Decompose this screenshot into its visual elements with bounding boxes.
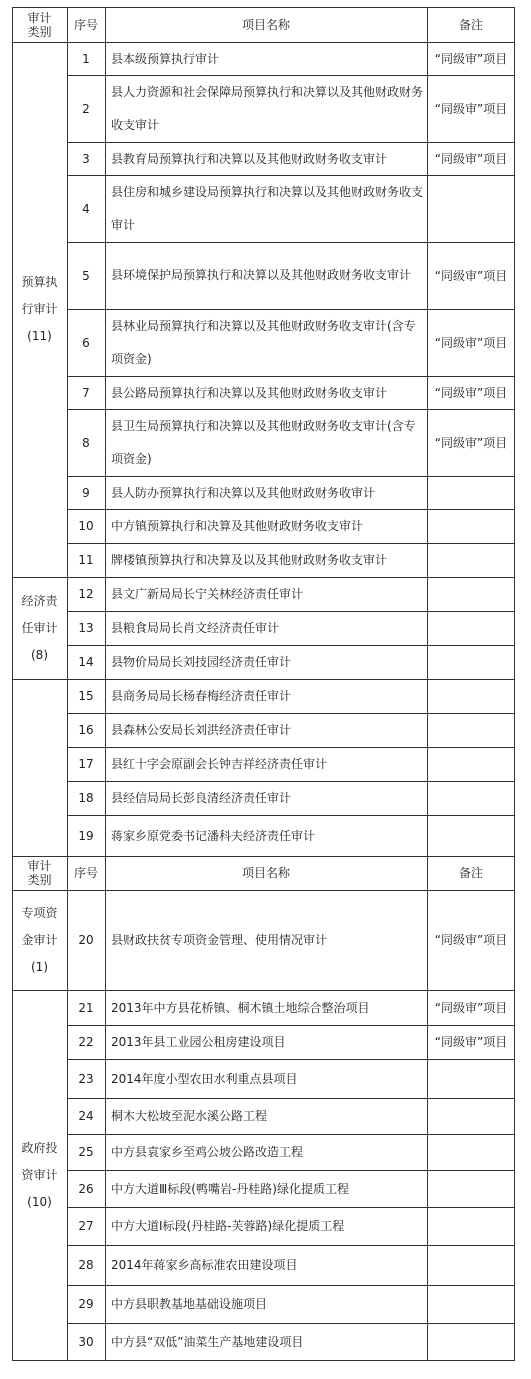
category-count: (1) <box>31 959 48 974</box>
row-remark: “同级审”项目 <box>434 435 508 450</box>
header-number: 序号 <box>73 17 98 32</box>
row-number: 24 <box>78 1109 94 1123</box>
row-project-name-cell <box>105 1170 427 1207</box>
row-number: 22 <box>78 1035 94 1049</box>
grid-line-v <box>67 7 68 1361</box>
table-header <box>12 7 515 42</box>
table-row <box>12 1059 515 1098</box>
row-project-name-cell <box>105 679 427 713</box>
row-project-name: 县粮食局局长肖文经济责任审计 <box>111 621 280 635</box>
grid-line-full <box>12 679 515 680</box>
row-project-name: 蒋家乡原党委书记潘科夫经济责任审计 <box>111 828 316 843</box>
category-label: 金审计 <box>21 932 58 947</box>
row-project-name-cell <box>105 42 427 75</box>
table-row <box>12 713 515 747</box>
row-project-name: 县本级预算执行审计 <box>111 51 220 66</box>
row-project-name-cell <box>105 611 427 645</box>
category-label: 经济责 <box>21 593 58 608</box>
row-number: 21 <box>78 1000 94 1015</box>
row-project-name-cell <box>105 577 427 611</box>
row-number: 19 <box>78 828 94 843</box>
grid-line-row <box>67 75 515 76</box>
row-project-name-cell <box>105 1245 427 1285</box>
table-row <box>12 242 515 309</box>
grid-line-row <box>67 1285 515 1286</box>
row-project-name: 县公路局预算执行和决算以及其他财政财务收支审计 <box>111 385 388 400</box>
grid-line-row <box>67 509 515 510</box>
table-row <box>12 990 515 1025</box>
grid-line-row <box>67 1059 515 1060</box>
grid-line-row <box>67 376 515 377</box>
category-label: 政府投 <box>21 1140 58 1155</box>
row-remark <box>427 476 515 509</box>
row-project-name: 中方县袁家乡至鸡公坡公路改造工程 <box>111 1145 304 1159</box>
grid-line-row <box>67 815 515 816</box>
row-project-name: 2013年县工业园公租房建设项目 <box>111 1035 286 1049</box>
table-row <box>12 1134 515 1170</box>
row-number: 4 <box>82 201 90 216</box>
table-row <box>12 75 515 142</box>
row-remark: “同级审”项目 <box>434 335 508 350</box>
header-category-line2: 类别 <box>27 873 52 887</box>
row-number: 5 <box>82 268 90 283</box>
table-row <box>12 1170 515 1207</box>
grid-line-full <box>12 7 515 8</box>
table-row <box>12 175 515 242</box>
grid-line-row <box>67 713 515 714</box>
table-row <box>12 376 515 409</box>
row-project-name-cell <box>105 747 427 781</box>
row-remark <box>427 747 515 781</box>
header-category <box>12 7 67 42</box>
row-remark: “同级审”项目 <box>434 151 508 166</box>
category-label: 任审计 <box>21 620 58 635</box>
row-project-name: 县人防办预算执行和决算以及其他财政财务收审计 <box>111 485 376 500</box>
row-remark <box>427 713 515 747</box>
row-number: 15 <box>78 689 94 703</box>
category-count: (10) <box>27 1194 52 1209</box>
table-row <box>12 409 515 476</box>
row-project-name-cell <box>105 1098 427 1134</box>
table-row <box>12 509 515 543</box>
header-category-line1: 审计 <box>27 10 52 25</box>
header-category-line2: 类别 <box>27 24 52 39</box>
grid-line-row <box>67 142 515 143</box>
row-remark <box>427 1285 515 1323</box>
grid-line-row <box>67 1170 515 1171</box>
category-label: 资审计 <box>21 1167 58 1182</box>
grid-line-row <box>67 309 515 310</box>
row-project-name: 县文广新局局长宁关林经济责任审计 <box>111 587 304 601</box>
grid-line-row <box>67 1207 515 1208</box>
table-row <box>12 1098 515 1134</box>
row-remark <box>427 815 515 856</box>
row-remark: “同级审”项目 <box>434 268 508 283</box>
row-number: 9 <box>82 485 90 500</box>
row-number: 7 <box>82 385 90 400</box>
row-number: 29 <box>78 1297 94 1311</box>
row-project-name-cell <box>105 1059 427 1098</box>
table-row <box>12 543 515 577</box>
row-remark: “同级审”项目 <box>434 51 508 66</box>
row-project-name-cell <box>105 815 427 856</box>
grid-line-row <box>67 1134 515 1135</box>
row-project-name: 县人力资源和社会保障局预算执行和决算以及其他财政财务收支审计 <box>111 84 424 132</box>
row-number: 8 <box>82 435 90 450</box>
row-project-name: 县教育局预算执行和决算以及其他财政财务收支审计 <box>111 151 388 166</box>
row-project-name-cell <box>105 1323 427 1360</box>
row-number: 18 <box>78 791 94 805</box>
header-project-name: 项目名称 <box>241 866 290 880</box>
row-remark <box>427 645 515 679</box>
grid-line-row <box>67 1245 515 1246</box>
row-project-name: 桐木大松坡至泥水溪公路工程 <box>111 1109 268 1123</box>
row-remark <box>427 1098 515 1134</box>
row-remark <box>427 543 515 577</box>
table-row <box>12 815 515 856</box>
grid-line-row <box>67 476 515 477</box>
grid-line-v <box>12 7 13 1361</box>
header-remark: 备注 <box>458 866 483 880</box>
grid-line-row <box>67 747 515 748</box>
table-row <box>12 611 515 645</box>
row-remark <box>427 1207 515 1245</box>
row-number: 2 <box>82 101 90 116</box>
row-project-name-cell <box>105 1025 427 1059</box>
row-project-name-cell <box>105 309 427 376</box>
category-label: 预算执 <box>21 275 58 289</box>
header-remark: 备注 <box>458 17 483 32</box>
row-number: 3 <box>82 151 90 166</box>
row-remark: “同级审”项目 <box>434 933 508 947</box>
row-remark <box>427 175 515 242</box>
row-remark: “同级审”项目 <box>434 1000 508 1015</box>
row-project-name-cell <box>105 1207 427 1245</box>
grid-line-row <box>67 1323 515 1324</box>
row-project-name-cell <box>105 990 427 1025</box>
row-project-name-cell <box>105 476 427 509</box>
category-count: (11) <box>27 329 52 343</box>
row-project-name: 县商务局局长杨春梅经济责任审计 <box>111 689 292 703</box>
grid-line-full <box>12 856 515 857</box>
grid-line-row <box>67 543 515 544</box>
row-project-name: 县住房和城乡建设局预算执行和决算以及其他财政财务收支审计 <box>111 184 424 232</box>
table-row <box>12 42 515 75</box>
header-category <box>12 856 67 890</box>
row-project-name-cell <box>105 713 427 747</box>
row-project-name-cell <box>105 1134 427 1170</box>
row-project-name-cell <box>105 509 427 543</box>
row-number: 6 <box>82 335 90 350</box>
row-project-name: 中方县“双低”油菜生产基地建设项目 <box>111 1334 304 1349</box>
grid-line-full <box>12 42 515 43</box>
table-row <box>12 309 515 376</box>
row-project-name-cell <box>105 645 427 679</box>
table-row <box>12 1025 515 1059</box>
row-number: 20 <box>78 933 94 947</box>
row-project-name: 县物价局局长刘技园经济责任审计 <box>111 655 292 669</box>
row-remark <box>427 1170 515 1207</box>
row-project-name: 县森林公安局长刘洪经济责任审计 <box>111 723 292 737</box>
row-project-name: 县经信局局长彭良清经济责任审计 <box>111 791 292 805</box>
row-project-name: 县卫生局预算执行和决算以及其他财政财务收支审计(含专项资金) <box>111 418 416 466</box>
grid-line-row <box>67 645 515 646</box>
row-project-name-cell <box>105 376 427 409</box>
grid-line-row <box>67 1025 515 1026</box>
header-category-line1: 审计 <box>27 859 52 873</box>
row-project-name: 中方镇预算执行和决算及其他财政财务收支审计 <box>111 519 364 533</box>
row-project-name-cell <box>105 242 427 309</box>
row-remark <box>427 1134 515 1170</box>
row-remark <box>427 1059 515 1098</box>
row-project-name: 县红十字会原副会长钟吉祥经济责任审计 <box>111 757 328 771</box>
row-remark: “同级审”项目 <box>434 385 508 400</box>
row-number: 17 <box>78 757 94 771</box>
grid-line-full <box>12 890 515 891</box>
grid-line-row <box>67 781 515 782</box>
table-row <box>12 1323 515 1360</box>
row-remark <box>427 679 515 713</box>
row-project-name-cell <box>105 1285 427 1323</box>
grid-line-full <box>12 1360 515 1361</box>
row-remark <box>427 1323 515 1360</box>
grid-line-row <box>67 611 515 612</box>
table-row <box>12 747 515 781</box>
row-project-name: 县财政扶贫专项资金管理、使用情况审计 <box>111 933 328 947</box>
grid-line-row <box>67 242 515 243</box>
grid-line-row <box>67 1098 515 1099</box>
grid-line-v <box>105 7 106 1361</box>
grid-line-full <box>12 577 515 578</box>
grid-line-row <box>67 409 515 410</box>
grid-line-v <box>427 7 428 1361</box>
row-number: 28 <box>78 1258 94 1272</box>
row-project-name-cell <box>105 890 427 990</box>
row-project-name: 县林业局预算执行和决算以及其他财政财务收支审计(含专项资金) <box>111 318 416 366</box>
row-remark <box>427 1245 515 1285</box>
table-row <box>12 577 515 611</box>
table-row <box>12 679 515 713</box>
row-project-name: 中方县职教基地基础设施项目 <box>111 1297 268 1311</box>
row-number: 23 <box>78 1071 94 1086</box>
table-row <box>12 1245 515 1285</box>
row-project-name-cell <box>105 409 427 476</box>
table-row <box>12 142 515 175</box>
row-number: 25 <box>78 1145 94 1159</box>
row-remark <box>427 781 515 815</box>
row-remark <box>427 611 515 645</box>
row-project-name-cell <box>105 75 427 142</box>
row-project-name-cell <box>105 543 427 577</box>
row-number: 10 <box>78 519 94 533</box>
row-number: 16 <box>78 723 94 737</box>
table-row <box>12 645 515 679</box>
table-header-repeat <box>12 856 515 890</box>
table-row <box>12 1285 515 1323</box>
table-row <box>12 1207 515 1245</box>
row-number: 11 <box>78 553 94 567</box>
header-project-name: 项目名称 <box>241 17 290 32</box>
table-row <box>12 890 515 990</box>
header-number: 序号 <box>73 866 98 880</box>
row-project-name: 2014年度小型农田水利重点县项目 <box>111 1071 298 1086</box>
table-row <box>12 476 515 509</box>
grid-line-full <box>12 990 515 991</box>
row-project-name: 县环境保护局预算执行和决算以及其他财政财务收支审计 <box>111 268 412 282</box>
row-remark: “同级审”项目 <box>434 101 508 116</box>
row-project-name: 2014年蒋家乡高标准农田建设项目 <box>111 1258 298 1272</box>
row-project-name: 中方大道Ⅰ标段(丹桂路-芙蓉路)绿化提质工程 <box>111 1219 345 1233</box>
row-project-name-cell <box>105 142 427 175</box>
table-row <box>12 781 515 815</box>
row-remark: “同级审”项目 <box>434 1035 508 1049</box>
row-number: 26 <box>78 1181 94 1196</box>
row-project-name: 2013年中方县花桥镇、桐木镇土地综合整治项目 <box>111 1000 370 1015</box>
row-project-name: 牌楼镇预算执行和决算及以及其他财政财务收支审计 <box>111 553 388 567</box>
row-number: 30 <box>78 1334 94 1349</box>
row-number: 27 <box>78 1219 94 1233</box>
row-number: 1 <box>82 51 90 66</box>
row-number: 14 <box>78 655 94 669</box>
grid-line-v <box>514 7 515 1361</box>
category-label: 专项资 <box>21 905 58 920</box>
row-project-name-cell <box>105 781 427 815</box>
row-remark <box>427 509 515 543</box>
row-number: 13 <box>78 621 94 635</box>
category-count: (8) <box>31 647 48 662</box>
row-project-name-cell <box>105 175 427 242</box>
row-number: 12 <box>78 587 94 601</box>
grid-line-row <box>67 175 515 176</box>
category-label: 行审计 <box>21 302 58 316</box>
row-remark <box>427 577 515 611</box>
row-project-name: 中方大道Ⅲ标段(鸭嘴岩-丹桂路)绿化提质工程 <box>111 1181 349 1196</box>
